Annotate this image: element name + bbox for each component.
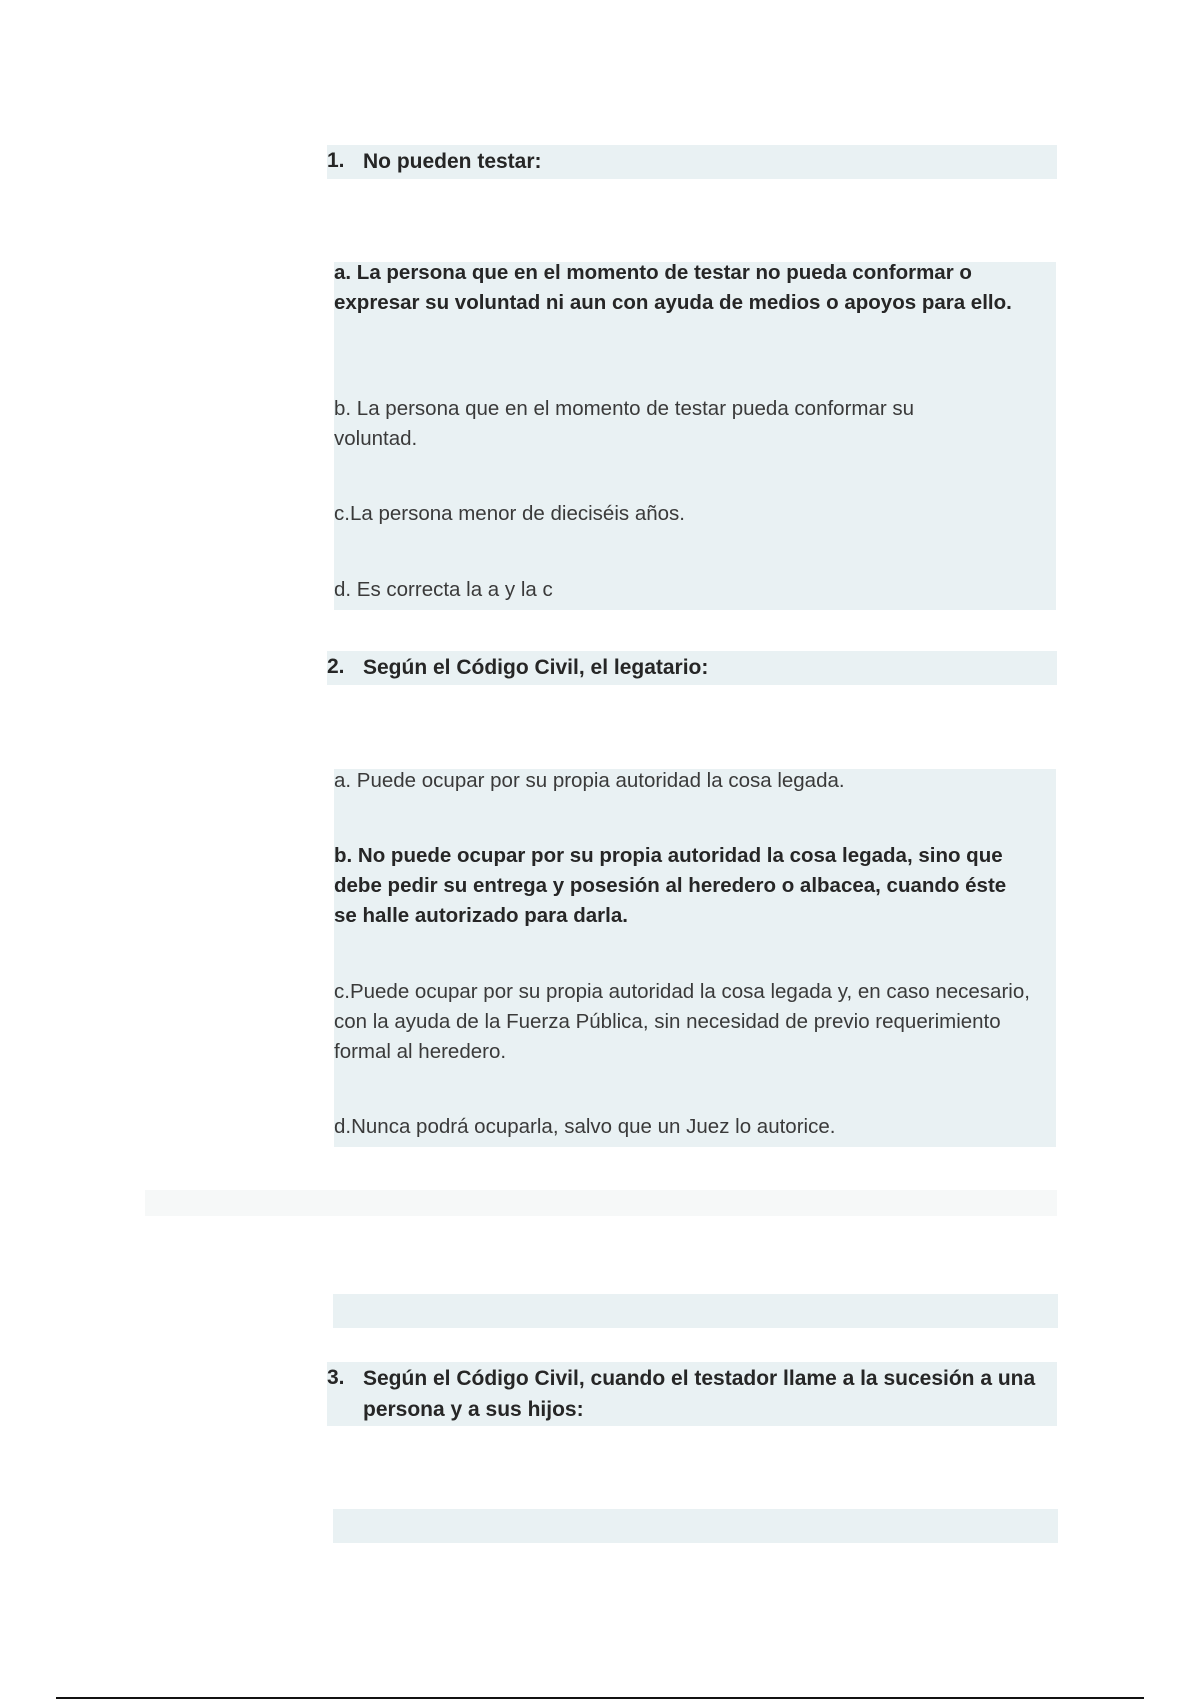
empty-band [333, 1294, 1058, 1328]
question-2-option-b[interactable]: b. No puede ocupar por su propia autoridad la cosa legada, sino que debe pedir su entrega y posesión al heredero o albacea, cuando éste se halle autorizado para darla. [334, 844, 1007, 927]
question-1-option-c[interactable]: c.La persona menor de dieciséis años. [334, 502, 685, 525]
question-1-option-b[interactable]: b. La persona que en el momento de testar pueda conformar su voluntad. [334, 397, 915, 450]
question-3-heading [327, 1362, 1057, 1426]
question-2-heading [327, 651, 1057, 685]
question-2-number: 2. [327, 655, 345, 678]
question-2-options [334, 769, 1056, 1147]
question-1-option-a[interactable]: a. La persona que en el momento de testar no pueda conformar o expresar su voluntad ni aun con ayuda de medios o apoyos para ello. [334, 261, 1012, 314]
question-3-text: Según el Código Civil, cuando el testador llame a la sucesión a una persona y a sus hijos: [363, 1367, 1036, 1421]
question-2-option-a[interactable]: a. Puede ocupar por su propia autoridad la cosa legada. [334, 769, 845, 792]
page-bottom-rule [56, 1697, 1144, 1699]
question-1-option-d[interactable]: d. Es correcta la a y la c [334, 578, 553, 601]
question-1-number: 1. [327, 149, 345, 172]
question-2-option-d[interactable]: d.Nunca podrá ocuparla, salvo que un Juez lo autorice. [334, 1115, 836, 1138]
question-1-options [334, 262, 1056, 610]
question-1-heading [327, 145, 1057, 179]
question-3-number: 3. [327, 1366, 345, 1389]
question-1-text: No pueden testar: [363, 150, 542, 173]
empty-band [333, 1509, 1058, 1543]
question-2-option-c[interactable]: c.Puede ocupar por su propia autoridad la cosa legada y, en caso necesario, con la ayuda de la Fuerza Pública, sin necesidad de previo requerimiento formal al heredero. [334, 980, 1030, 1063]
empty-band [145, 1190, 1057, 1216]
question-2-text: Según el Código Civil, el legatario: [363, 656, 709, 679]
